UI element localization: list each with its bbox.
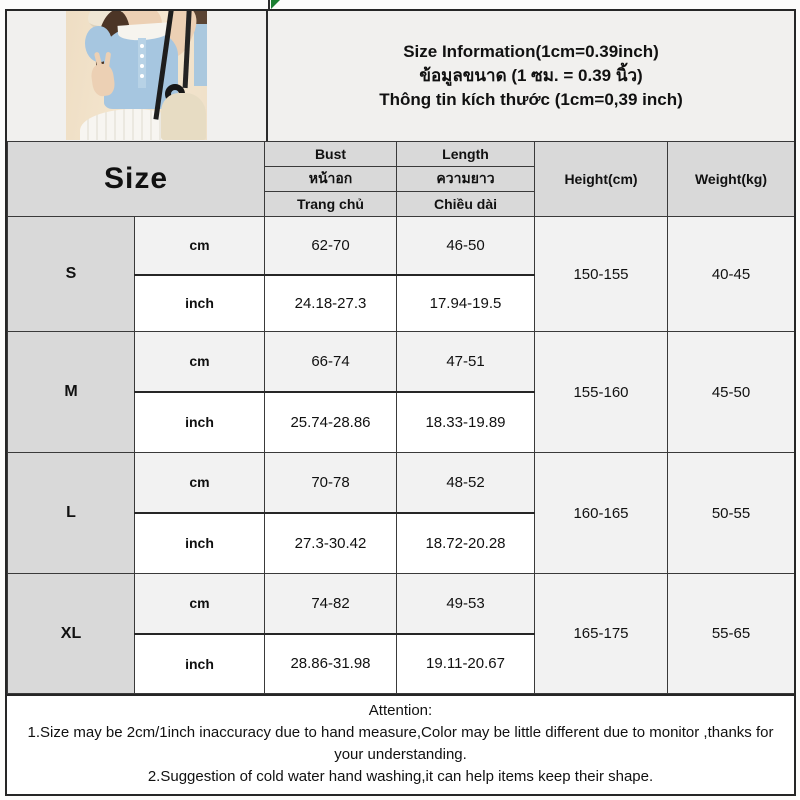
l-bust-inch: 27.3-30.42 — [265, 513, 397, 574]
attention-note-1: 1.Size may be 2cm/1inch inaccuracy due to hand measure,Color may be little different due to monitor ,thanks for your understanding. — [27, 724, 774, 763]
title-band — [7, 11, 794, 141]
size-table — [7, 141, 795, 694]
unit-label-cm: cm — [135, 574, 265, 634]
attention-heading: Attention: — [368, 702, 433, 719]
l-length-cm: 48-52 — [397, 453, 535, 513]
m-length-inch: 18.33-19.89 — [397, 392, 535, 453]
size-label-xl: XL — [8, 574, 135, 694]
xl-height: 165-175 — [535, 574, 668, 694]
title-english: Size Information(1cm=0.39inch) — [403, 42, 659, 61]
unit-label-inch: inch — [135, 275, 265, 332]
unit-label-inch: inch — [135, 634, 265, 694]
table-row-m-cm — [8, 332, 795, 392]
l-weight: 50-55 — [668, 453, 795, 574]
length-header-th: ความยาว — [397, 167, 535, 192]
s-length-inch: 17.94-19.5 — [397, 275, 535, 332]
xl-bust-inch: 28.86-31.98 — [265, 634, 397, 694]
size-column-header: Size — [8, 142, 265, 217]
s-height: 150-155 — [535, 217, 668, 332]
column-gridline-stub — [268, 0, 270, 11]
unit-label-cm: cm — [135, 217, 265, 275]
size-label-m: M — [8, 332, 135, 453]
bust-header-en: Bust — [265, 142, 397, 167]
attention-notes — [7, 694, 794, 795]
weight-header: Weight(kg) — [668, 142, 795, 217]
cell-note-marker-icon — [271, 0, 280, 9]
height-header: Height(cm) — [535, 142, 668, 217]
xl-weight: 55-65 — [668, 574, 795, 694]
unit-label-cm: cm — [135, 332, 265, 392]
l-length-inch: 18.72-20.28 — [397, 513, 535, 574]
s-length-cm: 46-50 — [397, 217, 535, 275]
l-height: 160-165 — [535, 453, 668, 574]
s-weight: 40-45 — [668, 217, 795, 332]
s-bust-inch: 24.18-27.3 — [265, 275, 397, 332]
product-photo — [66, 9, 207, 140]
table-row-xl-cm — [8, 574, 795, 634]
s-bust-cm: 62-70 — [265, 217, 397, 275]
m-weight: 45-50 — [668, 332, 795, 453]
title-vietnamese: Thông tin kích thước (1cm=0,39 inch) — [379, 90, 683, 109]
m-length-cm: 47-51 — [397, 332, 535, 392]
unit-label-cm: cm — [135, 453, 265, 513]
header-row-en — [8, 142, 795, 167]
m-height: 155-160 — [535, 332, 668, 453]
unit-label-inch: inch — [135, 513, 265, 574]
photo-buttons — [140, 44, 144, 48]
photo-bag — [161, 93, 206, 140]
title-block — [268, 11, 794, 141]
bust-header-th: หน้าอก — [265, 167, 397, 192]
size-label-l: L — [8, 453, 135, 574]
xl-length-cm: 49-53 — [397, 574, 535, 634]
size-label-s: S — [8, 217, 135, 332]
bust-header-vi: Trang chủ — [265, 192, 397, 217]
xl-length-inch: 19.11-20.67 — [397, 634, 535, 694]
attention-note-2: 2.Suggestion of cold water hand washing,it can help items keep their shape. — [147, 768, 654, 785]
l-bust-cm: 70-78 — [265, 453, 397, 513]
table-row-s-cm — [8, 217, 795, 275]
m-bust-cm: 66-74 — [265, 332, 397, 392]
length-header-vi: Chiều dài — [397, 192, 535, 217]
m-bust-inch: 25.74-28.86 — [265, 392, 397, 453]
photo-mirror-shirt — [194, 24, 207, 86]
title-thai: ข้อมูลขนาด (1 ซม. = 0.39 นิ้ว) — [419, 66, 643, 85]
table-row-l-cm — [8, 453, 795, 513]
photo-cell — [7, 11, 268, 141]
xl-bust-cm: 74-82 — [265, 574, 397, 634]
unit-label-inch: inch — [135, 392, 265, 453]
length-header-en: Length — [397, 142, 535, 167]
size-chart-frame — [5, 9, 796, 796]
